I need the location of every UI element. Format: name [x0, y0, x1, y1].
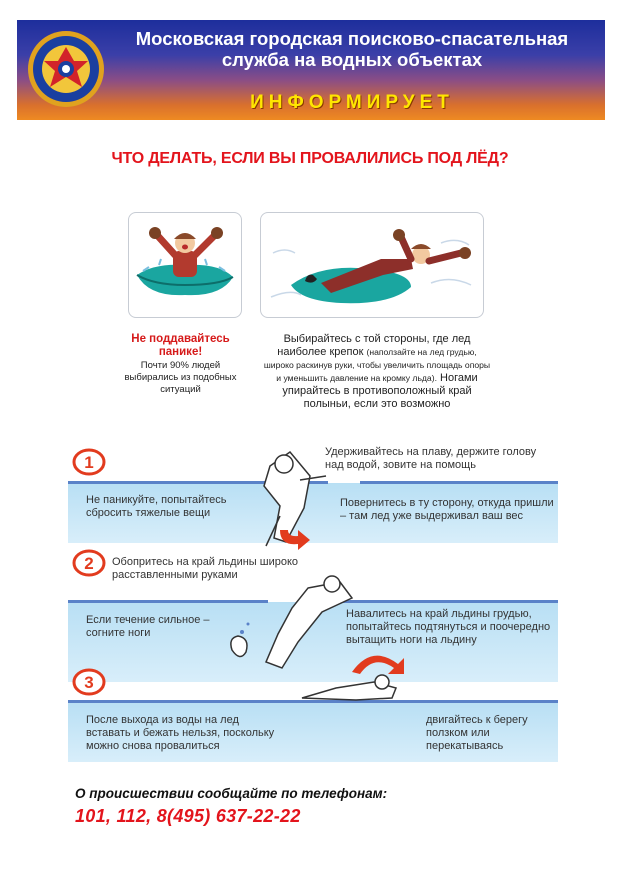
header-title-line2: служба на водных объектах [221, 49, 483, 70]
header-title-line1: Московская городская поисково-спасательная [135, 28, 569, 49]
strong-side-note: (наползайте на лед грудью, широко раскинув руки, чтобы увеличить площадь опоры и уменьшить давление на кромку льда). [263, 347, 491, 383]
header-title [112, 28, 592, 70]
person-crawling-onto-ice-icon [261, 213, 483, 317]
strong-side-tail: Ногами упирайтесь в противоположный край полыньи, если это возможно [282, 372, 478, 410]
step-2-badge-icon [72, 549, 106, 577]
panic-illustration [128, 212, 242, 318]
rescue-service-emblem-icon [27, 30, 105, 108]
roll-over-arrow-icon [348, 646, 408, 676]
main-question: ЧТО ДЕЛАТЬ, ЕСЛИ ВЫ ПРОВАЛИЛИСЬ ПОД ЛЁД? [111, 150, 509, 167]
step-1-right-note: Повернитесь в ту сторону, откуда пришли – там лед уже выдерживал ваш вес [340, 497, 554, 522]
ice-edge-2-right [340, 600, 558, 603]
step-3-number: 3 [84, 673, 94, 692]
step-3-left-note: После выхода из воды на лед вставать и бежать нельзя, поскольку можно снова провалиться [86, 714, 275, 752]
step-2-right-note: Навалитесь на край льдины грудью, попытайтесь подтянуться и поочередно вытащить ноги на льдину [346, 608, 551, 646]
header-banner [17, 20, 605, 120]
ice-edge-1-right [360, 481, 558, 484]
strong-side-main: Выбирайтесь с той стороны, где лед наиболее крепок [277, 333, 471, 358]
panic-explanation: Почти 90% людей выбирались из подобных ситуаций [124, 360, 237, 395]
step-2-left-note: Если течение сильное – согните ноги [86, 614, 210, 639]
step-2-number: 2 [84, 554, 94, 573]
strong-side-tip [262, 333, 492, 411]
step-1-top-note: Удерживайтесь на плаву, держите голову над водой, зовите на помощь [325, 446, 537, 471]
emergency-phones: 101, 112, 8(495) 637-22-22 [75, 806, 301, 826]
panic-warning: Не поддавайтесь панике! [131, 333, 230, 358]
report-incident-text: О происшествии сообщайте по телефонам: [75, 786, 388, 801]
crawling-out-illustration [260, 212, 484, 318]
header-inform: ИНФОРМИРУЕТ [250, 92, 454, 113]
step-3-right-note: двигайтесь к берегу ползком или перекатываясь [426, 714, 528, 752]
turn-around-arrow-icon [276, 524, 312, 550]
step-1-number: 1 [84, 453, 94, 472]
person-in-ice-hole-icon [129, 213, 241, 317]
step-1-left-note: Не паникуйте, попытайтесь сбросить тяжелые вещи [86, 494, 227, 519]
step-1-badge-icon [72, 448, 106, 476]
step-2-top-note: Обопритесь на край льдины широко расставленными руками [112, 556, 299, 581]
step-3-badge-icon [72, 668, 106, 696]
